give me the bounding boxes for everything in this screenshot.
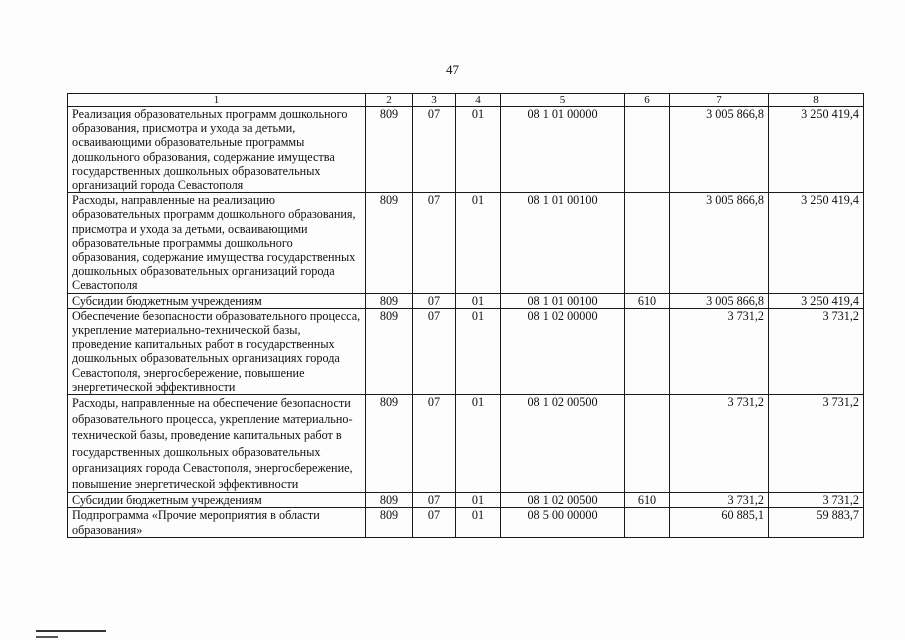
column-number: 3 bbox=[413, 94, 456, 107]
table-row bbox=[68, 493, 864, 508]
amount-1: 60 885,1 bbox=[670, 508, 769, 537]
page-number: 47 bbox=[446, 62, 459, 77]
ministry-code: 809 bbox=[366, 308, 413, 394]
table-row bbox=[68, 193, 864, 293]
column-number: 1 bbox=[68, 94, 366, 107]
expense-type: 610 bbox=[625, 293, 670, 308]
target-article: 08 1 01 00000 bbox=[501, 107, 625, 193]
amount-2: 3 250 419,4 bbox=[769, 293, 864, 308]
subsection-code: 01 bbox=[456, 493, 501, 508]
target-article: 08 1 02 00000 bbox=[501, 308, 625, 394]
amount-1: 3 731,2 bbox=[670, 308, 769, 394]
column-number: 6 bbox=[625, 94, 670, 107]
amount-1: 3 731,2 bbox=[670, 493, 769, 508]
amount-2: 3 250 419,4 bbox=[769, 193, 864, 293]
ministry-code: 809 bbox=[366, 493, 413, 508]
table-row bbox=[68, 308, 864, 394]
amount-2: 3 250 419,4 bbox=[769, 107, 864, 193]
amount-2: 3 731,2 bbox=[769, 493, 864, 508]
subsection-code: 01 bbox=[456, 293, 501, 308]
amount-1: 3 731,2 bbox=[670, 395, 769, 493]
ministry-code: 809 bbox=[366, 193, 413, 293]
ministry-code: 809 bbox=[366, 395, 413, 493]
subsection-code: 01 bbox=[456, 508, 501, 537]
target-article: 08 1 01 00100 bbox=[501, 193, 625, 293]
row-name: Обеспечение безопасности образовательного процесса, укрепление материально-технической базы, проведение капитальных работ в государственных дошкольных образовательных организациях города Севастополя, энергосбережение, повышение энергетической эффективности bbox=[68, 308, 366, 394]
subsection-code: 01 bbox=[456, 395, 501, 493]
amount-2: 3 731,2 bbox=[769, 308, 864, 394]
amount-2: 3 731,2 bbox=[769, 395, 864, 493]
row-name: Подпрограмма «Прочие мероприятия в области образования» bbox=[68, 508, 366, 537]
expense-type: 610 bbox=[625, 493, 670, 508]
budget-table bbox=[67, 93, 864, 538]
expense-type bbox=[625, 508, 670, 537]
expense-type bbox=[625, 193, 670, 293]
column-number: 4 bbox=[456, 94, 501, 107]
amount-1: 3 005 866,8 bbox=[670, 193, 769, 293]
column-number: 2 bbox=[366, 94, 413, 107]
ministry-code: 809 bbox=[366, 508, 413, 537]
subsection-code: 01 bbox=[456, 193, 501, 293]
amount-1: 3 005 866,8 bbox=[670, 107, 769, 193]
target-article: 08 5 00 00000 bbox=[501, 508, 625, 537]
row-name: Расходы, направленные на обеспечение безопасности образовательного процесса, укрепление материально-технической базы, проведение капитальных работ в государственных дошкольных образовательных организациях города Севастополя, энергосбережение, повышение энергетической эффективности bbox=[68, 395, 366, 493]
column-number: 7 bbox=[670, 94, 769, 107]
expense-type bbox=[625, 308, 670, 394]
target-article: 08 1 02 00500 bbox=[501, 395, 625, 493]
ministry-code: 809 bbox=[366, 107, 413, 193]
row-name: Реализация образовательных программ дошкольного образования, присмотра и ухода за детьми, осваивающими образовательные программы дошкольного образования, содержание имущества государственных дошкольных образовательных организаций города Севастополя bbox=[68, 107, 366, 193]
target-article: 08 1 01 00100 bbox=[501, 293, 625, 308]
expense-type bbox=[625, 107, 670, 193]
column-number-row bbox=[68, 94, 864, 107]
section-code: 07 bbox=[413, 193, 456, 293]
column-number: 8 bbox=[769, 94, 864, 107]
table-row bbox=[68, 107, 864, 193]
table-row bbox=[68, 395, 864, 493]
section-code: 07 bbox=[413, 493, 456, 508]
expense-type bbox=[625, 395, 670, 493]
row-name: Субсидии бюджетным учреждениям bbox=[68, 493, 366, 508]
row-name: Расходы, направленные на реализацию образовательных программ дошкольного образования, присмотра и ухода за детьми, осваивающими образовательные программы дошкольного образования, содержание имущества государственных дошкольных образовательных организаций города Севастополя bbox=[68, 193, 366, 293]
subsection-code: 01 bbox=[456, 107, 501, 193]
column-number: 5 bbox=[501, 94, 625, 107]
section-code: 07 bbox=[413, 508, 456, 537]
section-code: 07 bbox=[413, 293, 456, 308]
section-code: 07 bbox=[413, 308, 456, 394]
amount-2: 59 883,7 bbox=[769, 508, 864, 537]
section-code: 07 bbox=[413, 107, 456, 193]
subsection-code: 01 bbox=[456, 308, 501, 394]
target-article: 08 1 02 00500 bbox=[501, 493, 625, 508]
ministry-code: 809 bbox=[366, 293, 413, 308]
scan-artifact-line bbox=[36, 636, 58, 638]
table-row bbox=[68, 293, 864, 308]
table-row bbox=[68, 508, 864, 537]
row-name: Субсидии бюджетным учреждениям bbox=[68, 293, 366, 308]
scan-artifact-line bbox=[36, 630, 106, 632]
amount-1: 3 005 866,8 bbox=[670, 293, 769, 308]
section-code: 07 bbox=[413, 395, 456, 493]
